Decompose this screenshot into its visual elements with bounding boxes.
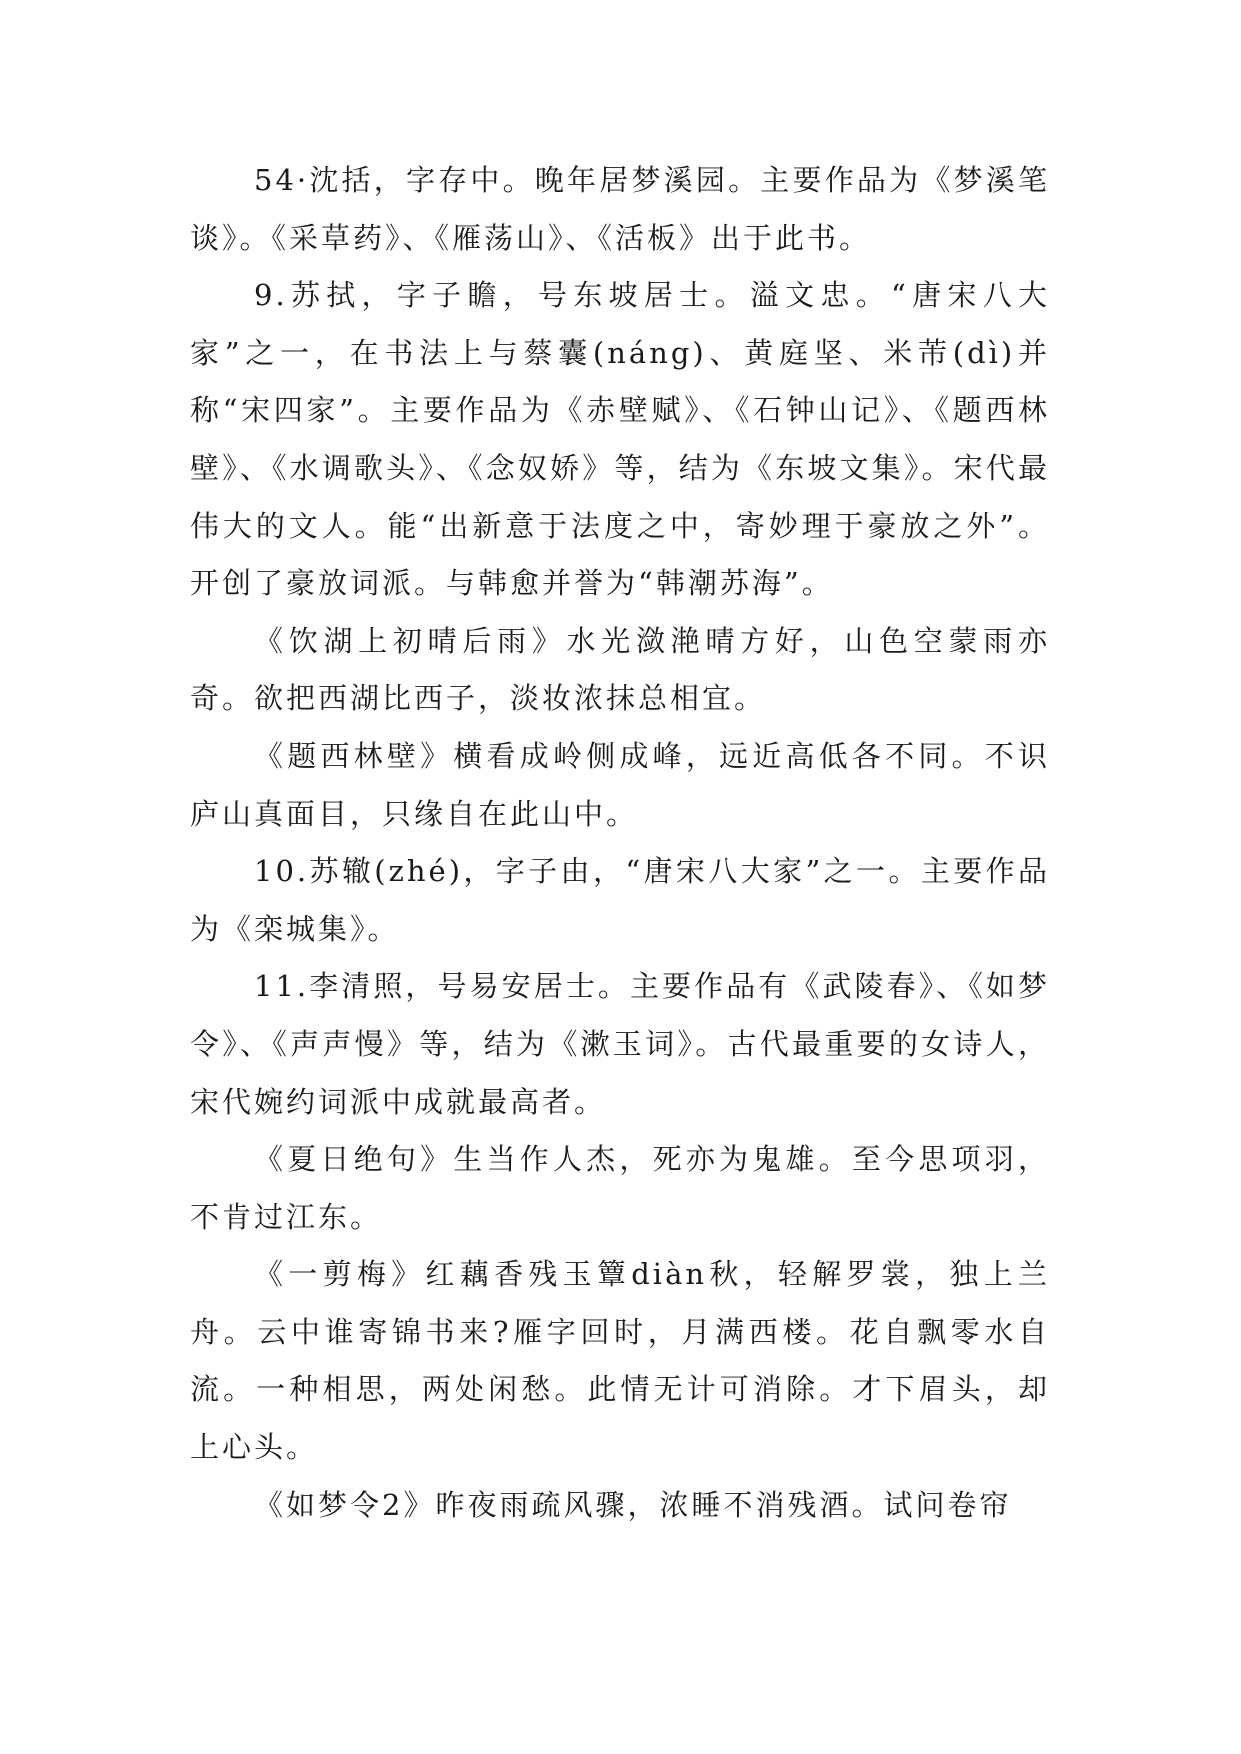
paragraph-su-zhe: 10.苏辙(zhé)，字子由，“唐宋八大家”之一。主要作品为《栾城集》。	[190, 854, 1050, 946]
paragraph-shen-kuo: 54·沈括，字存中。晚年居梦溪园。主要作品为《梦溪笔谈》。《采草药》、《雁荡山》、《活板》出于此书。	[190, 163, 1050, 255]
paragraph-poem-yi-jian-mei: 《一剪梅》红藕香残玉簟diàn秋，轻解罗裳，独上兰舟。云中谁寄锦书来?雁字回时，月满西楼。花自飘零水自流。一种相思，两处闲愁。此情无计可消除。才下眉头，却上心头。	[190, 1257, 1050, 1465]
paragraph-su-shi: 9.苏拭，字子瞻，号东坡居士。溢文忠。“唐宋八大家”之一，在书法上与蔡囊(náng)、黄庭坚、米芾(dì)并称“宋四家”。主要作品为《赤壁赋》、《石钟山记》、《题西林壁》、《水调歌头》、《念奴娇》等，结为《东坡文集》。宋代最伟大的文人。能“出新意于法度之中，寄妙理于豪放之外”。开创了豪放词派。与韩愈并誉为“韩潮苏海”。	[190, 278, 1050, 601]
paragraph-poem-ru-meng-ling-2: 《如梦令2》昨夜雨疏风骤，浓睡不消残酒。试问卷帘	[254, 1487, 1012, 1522]
paragraph-poem-xia-ri-jue-ju: 《夏日绝句》生当作人杰，死亦为鬼雄。至今思项羽，不肯过江东。	[190, 1142, 1050, 1234]
document-body	[190, 152, 1050, 1534]
paragraph-poem-ti-xi-lin-bi: 《题西林壁》横看成岭侧成峰，远近高低各不同。不识庐山真面目，只缘自在此山中。	[190, 738, 1050, 831]
paragraph-li-qingzhao: 11.李清照，号易安居士。主要作品有《武陵春》、《如梦令》、《声声慢》等，结为《漱玉词》。古代最重要的女诗人，宋代婉约词派中成就最高者。	[190, 969, 1050, 1119]
paragraph-poem-yin-hu-shang: 《饮湖上初晴后雨》水光潋滟晴方好，山色空蒙雨亦奇。欲把西湖比西子，淡妆浓抹总相宜。	[190, 623, 1050, 716]
